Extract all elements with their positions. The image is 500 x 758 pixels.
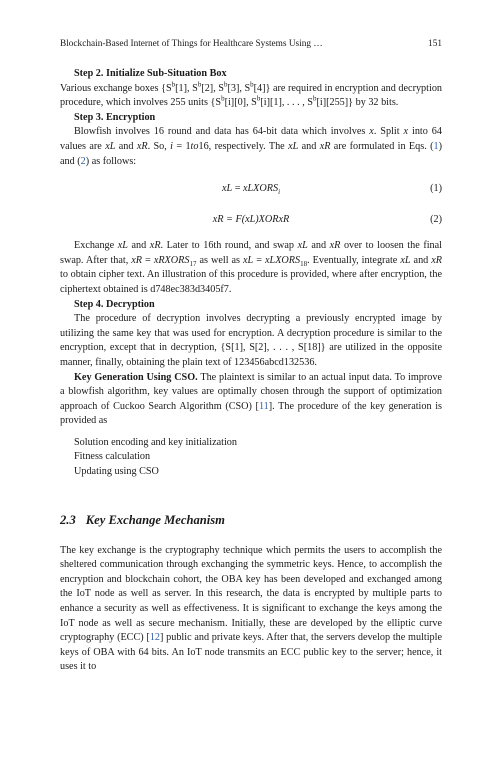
step4-paragraph: The procedure of decryption involves decrypting a previously encrypted image by utilizing the same key that was used for encryption. A decryption procedure is similar to the encryption, except that in decryption, {S[1], S[2], . . . , S[18]} are utilized in the opposite manner, finally, obtaining the plain text of 123456abcd132536. [60,313,442,368]
section-title: Key Exchange Mechanism [85,512,225,527]
eq-ref-1-link[interactable]: 1 [433,140,439,152]
eq-ref-2-link[interactable]: 2 [80,155,86,167]
list-item: Fitness calculation [74,451,151,463]
step3-paragraph: Blowfish involves 16 round and data has 64-bit data which involves x. Split x into 64 values are xL and xR. So, i = 1to16, respectively. The xL and xR are formulated in Eqs. (1) and (2) as follows: [60,126,443,167]
step2-paragraph: Various exchange boxes {$S^b[1]$, $S^b[2]$, $S^b[3]$, $S^b[4]$} are required in encryption and decryption procedure, which involves 255 units {$S^b[i][0]$, $S^b[i][1]$, . . . , $S^b[i][255]$} by 32 bits. [60,80,443,109]
page [60,38,442,675]
exchange-paragraph: Exchange xL and xR. Later to 16th round, and swap xL and xR over to loosen the final swap. After that, xR = xRXORS$_{17}$ as well as xL = xLXORS$_{18}$. Eventually, integrate xL and xR to obtain cipher text. An illustration of this procedure is provided, where after encryption, the ciphertext obtained is d748ec383d3405f7. [60,240,443,295]
key-exchange-paragraph: The key exchange is the cryptography technique which permits the users to accomplish the sheltered communication through exchanging the symmetric keys. Hence, to accomplish the encryption and blockchain cohort, the OBA key has been developed and exchanged among the IoT node as well as server. In this research, the data is encrypted by multiple parts to enhance a security as well as effectiveness. It is significant to exchange the keys among the IoT node as well as secure mechanism. Initially, these are developed by the elliptic curve cryptography (ECC) [12] public and private keys. After that, the servers develop the multiple keys of OBA with 64 bits. An IoT node transmits an ECC public key to the server; hence, it uses it to [60,544,442,673]
step2-heading: Step 2. Initialize Sub-Situation Box [74,68,227,79]
equation-2: xR = F(xL)XORxR (2) [212,214,442,226]
ref-11-link[interactable]: 11 [258,400,269,412]
equation-1-number: (1) [430,183,442,195]
equation-2-number: (2) [430,214,442,226]
ref-12-link[interactable]: 12 [149,632,160,644]
section-number: 2.3 [60,512,76,527]
section-heading [60,512,442,528]
step3-heading: Step 3. Encryption [74,111,156,123]
keygen-steps-list [60,436,442,480]
keygen-heading: Key Generation Using CSO. [74,371,198,383]
keygen-paragraph: Key Generation Using CSO. The plaintext is similar to an actual input data. To improve a blowfish algorithm, key values are optimally chosen through the support of optimization approach of Cuckoo Search Algorithm (CSO) [11]. The procedure of the key generation is provided as [60,371,442,427]
running-title: Blockchain-Based Internet of Things for Healthcare Systems Using … [60,39,323,49]
list-item: Solution encoding and key initialization [74,436,237,448]
page-number: 151 [428,39,442,49]
step4-heading: Step 4. Decryption [74,298,155,310]
list-item: Updating using CSO [74,466,159,478]
running-header [60,38,442,50]
equation-1: xL = xLXORS$_i$ (1) [221,183,442,197]
